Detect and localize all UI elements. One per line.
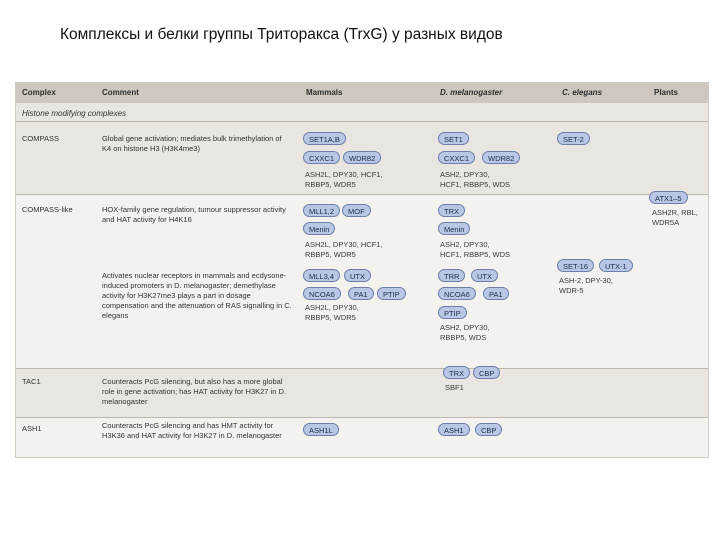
protein-pill: SET-2 [557, 132, 590, 145]
row-comment: Activates nuclear receptors in mammals and ecdysone-induced promoters in D. melanogaster; demethylase activity for H3K27me3 plays a part in dosage compensation and the attenuation of RAS signalling in C. elegans [102, 271, 292, 320]
protein-list: WDR5A [652, 218, 680, 227]
protein-list: RBBP5, WDS [440, 333, 487, 342]
header-plants: Plants [654, 88, 679, 97]
protein-pill: Menin [303, 222, 335, 235]
protein-list: ASH2, DPY30, [440, 323, 490, 332]
protein-pill: PA1 [348, 287, 374, 300]
table-row [16, 369, 708, 417]
trxg-table-figure [15, 82, 709, 458]
protein-list: HCF1, RBBP5, WDS [440, 250, 511, 259]
header-comment: Comment [102, 88, 139, 97]
protein-pill: NCOA6 [438, 287, 476, 300]
protein-list: ASH2L, DPY30, HCF1, [305, 170, 383, 179]
protein-pill: CXXC1 [303, 151, 340, 164]
protein-pill: CBP [473, 366, 500, 379]
row-comment: Counteracts PcG silencing and has HMT activity for H3K36 and HAT activity for H3K27 in D. melanogaster [102, 421, 282, 440]
protein-list: RBBP5, WDR5 [305, 180, 356, 189]
protein-pill: PTIP [438, 306, 467, 319]
protein-pill: ASH1 [438, 423, 470, 436]
protein-pill: Menin [438, 222, 470, 235]
protein-list: HCF1, RBBP5, WDS [440, 180, 511, 189]
protein-pill: UTX-1 [599, 259, 633, 272]
row-comment: HOX-family gene regulation, tumour suppressor activity and HAT activity for H4K16 [102, 205, 286, 224]
complex-name: COMPASS [22, 134, 59, 143]
protein-pill: CXXC1 [438, 151, 475, 164]
protein-pill: MLL3,4 [303, 269, 340, 282]
protein-list: RBBP5, WDR5 [305, 250, 356, 259]
protein-pill: SET1 [438, 132, 469, 145]
complex-name: TAC1 [22, 377, 41, 386]
section-label: Histone modifying complexes [22, 109, 127, 118]
table-header [16, 83, 708, 103]
slide-title: Комплексы и белки группы Триторакса (TrxG) у разных видов [60, 26, 503, 43]
header-mammals: Mammals [306, 88, 343, 97]
protein-list: WDR-5 [559, 286, 584, 295]
complex-name: COMPASS-like [22, 205, 73, 214]
table-row [16, 418, 708, 457]
protein-list: ASH2, DPY30, [440, 170, 490, 179]
protein-pill: WDR82 [343, 151, 381, 164]
protein-list: ASH-2, DPY-30, [559, 276, 613, 285]
protein-pill: TRX [438, 204, 465, 217]
header-celegans: C. elegans [562, 88, 603, 97]
protein-list: ASH2L, DPY30, [305, 303, 359, 312]
protein-pill: NCOA6 [303, 287, 341, 300]
protein-pill: MOF [342, 204, 371, 217]
protein-pill: ATX1–5 [649, 191, 688, 204]
protein-list: SBF1 [445, 383, 464, 392]
header-complex: Complex [22, 88, 56, 97]
complex-name: ASH1 [22, 424, 42, 433]
protein-pill: WDR82 [482, 151, 520, 164]
protein-pill: TRX [443, 366, 470, 379]
protein-pill: UTX [344, 269, 371, 282]
protein-pill: SET1A,B [303, 132, 346, 145]
protein-list: ASH2R, RBL, [652, 208, 698, 217]
protein-list: RBBP5, WDR5 [305, 313, 356, 322]
protein-pill: PTIP [377, 287, 406, 300]
row-comment: Counteracts PcG silencing, but also has a more global role in gene activation; has HAT activity for H3K27 in D. melanogaster [102, 377, 286, 406]
header-dmel: D. melanogaster [440, 88, 503, 97]
row-comment: Global gene activation; mediates bulk trimethylation of K4 on histone H3 (H3K4me3) [102, 134, 282, 153]
protein-pill: TRR [438, 269, 465, 282]
protein-pill: PA1 [483, 287, 509, 300]
protein-pill: MLL1,2 [303, 204, 340, 217]
protein-list: ASH2L, DPY30, HCF1, [305, 240, 383, 249]
protein-pill: ASH1L [303, 423, 339, 436]
protein-pill: UTX [471, 269, 498, 282]
protein-pill: SET-16 [557, 259, 594, 272]
protein-list: ASH2, DPY30, [440, 240, 490, 249]
table-row [16, 195, 708, 368]
protein-pill: CBP [475, 423, 502, 436]
table-row [16, 122, 708, 194]
